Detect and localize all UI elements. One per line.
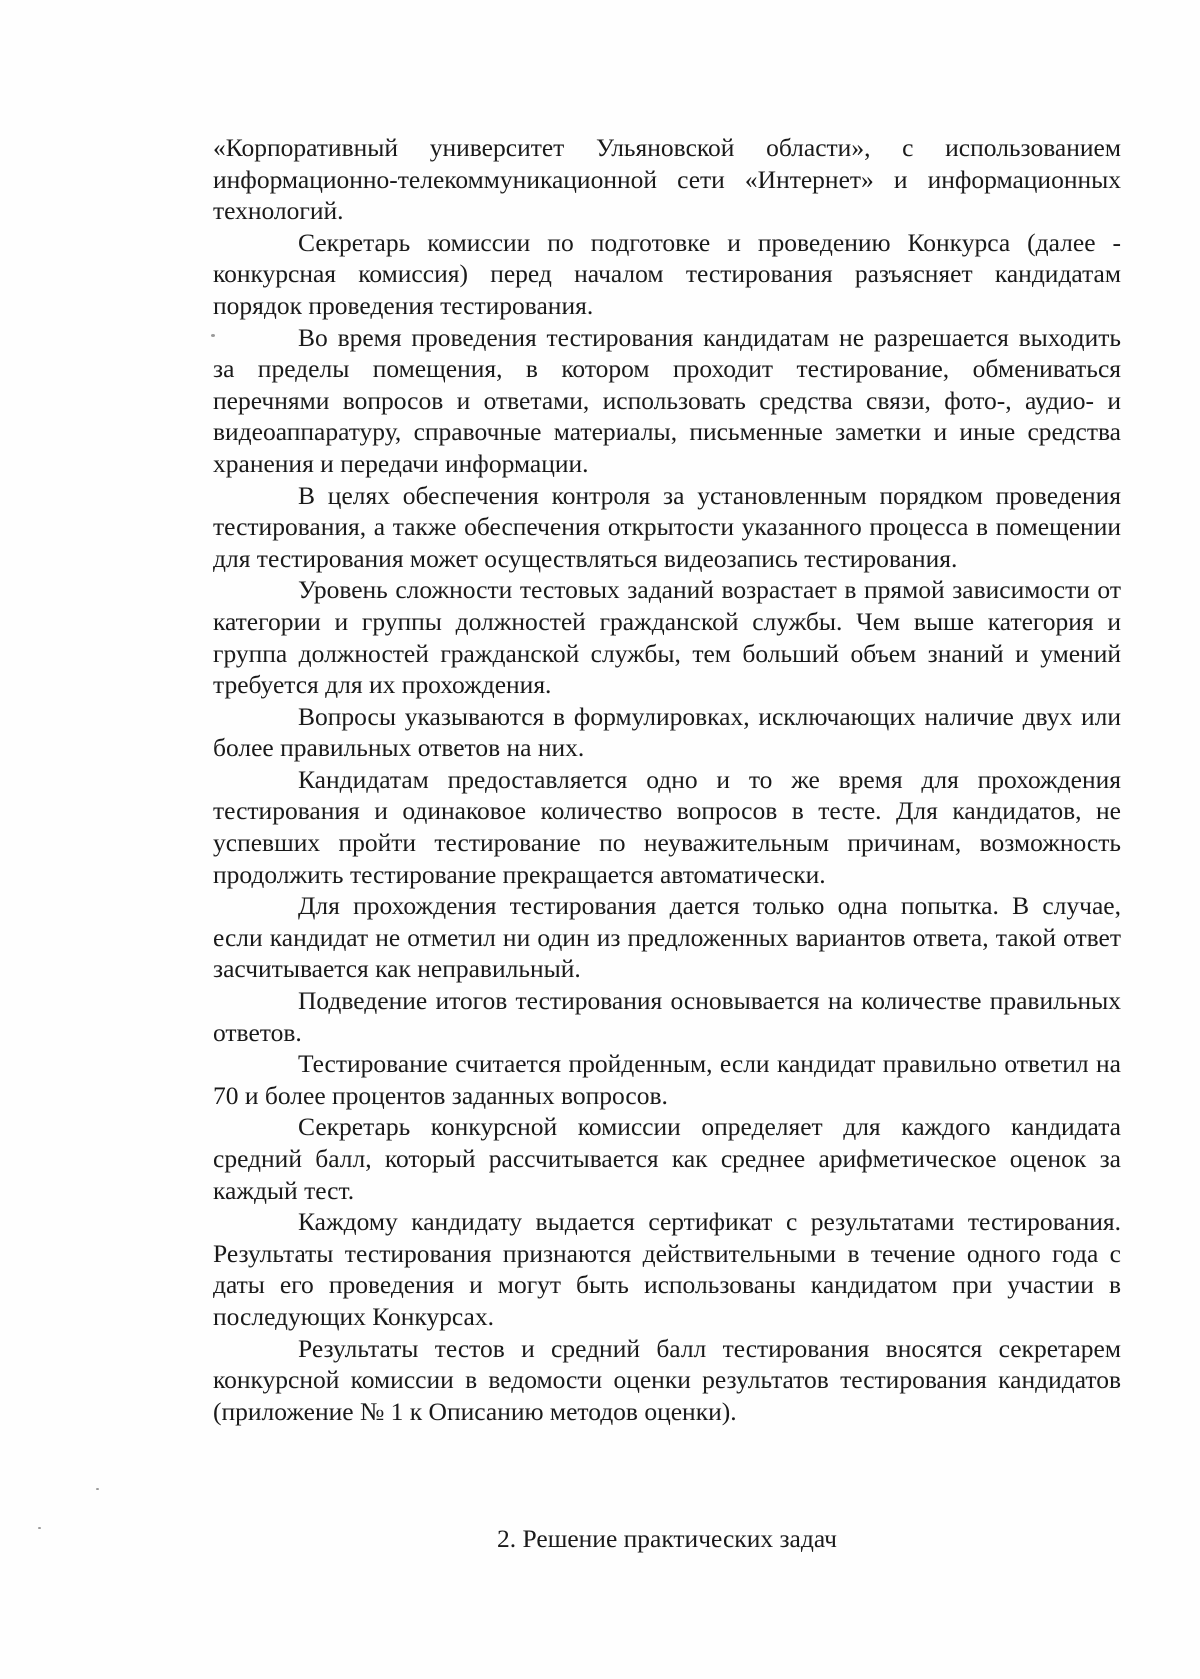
- section-heading: 2. Решение практических задач: [497, 1524, 837, 1553]
- scan-speck: [96, 1488, 99, 1490]
- paragraph-video-recording: В целях обеспечения контроля за установленным порядком проведения тестирования, а также обеспечения открытости указанного процесса в помещении для тестирования может осуществляться видеозапись тестирования.: [213, 480, 1121, 573]
- paragraph-difficulty-level: Уровень сложности тестовых заданий возрастает в прямой зависимости от категории и группы должностей гражданской службы. Чем выше категория и группа должностей гражданской службы, тем больший объем знаний и умений требуется для их прохождения.: [213, 575, 1121, 700]
- paragraph-single-attempt: Для прохождения тестирования дается только одна попытка. В случае, если кандидат не отметил ни один из предложенных вариантов ответа, такой ответ засчитывается как неправильный.: [213, 891, 1121, 984]
- scan-speck: [211, 334, 215, 337]
- scan-speck: [38, 1527, 41, 1529]
- paragraph-average-score: Секретарь конкурсной комиссии определяет для каждого кандидата средний балл, который рассчитывается как среднее арифметическое оценок за каждый тест.: [213, 1112, 1121, 1205]
- document-body: [213, 132, 1121, 1427]
- paragraph-certificate: Каждому кандидату выдается сертификат с результатами тестирования. Результаты тестирования признаются действительными в течение одного года с даты его проведения и могут быть использованы кандидатом при участии в последующих Конкурсах.: [213, 1207, 1121, 1331]
- paragraph-question-wording: Вопросы указываются в формулировках, исключающих наличие двух или более правильных ответов на них.: [213, 701, 1121, 763]
- paragraph-testing-restrictions: Во время проведения тестирования кандидатам не разрешается выходить за пределы помещения, в котором проходит тестирование, обмениваться перечнями вопросов и ответами, использовать средства связи, фото-, аудио- и видеоаппаратуру, справочные материалы, письменные заметки и иные средства хранения и передачи информации.: [213, 322, 1121, 478]
- paragraph-results-recording: Результаты тестов и средний балл тестирования вносятся секретарем конкурсной комиссии в ведомости оценки результатов тестирования кандидатов (приложение № 1 к Описанию методов оценки).: [213, 1333, 1121, 1426]
- paragraph-secretary-explains: Секретарь комиссии по подготовке и проведению Конкурса (далее - конкурсная комиссия) перед началом тестирования разъясняет кандидатам порядок проведения тестирования.: [213, 227, 1121, 320]
- paragraph-continuation: «Корпоративный университет Ульяновской области», с использованием информационно-телекоммуникационной сети «Интернет» и информационных технологий.: [213, 133, 1121, 226]
- paragraph-results-basis: Подведение итогов тестирования основывается на количестве правильных ответов.: [213, 986, 1121, 1047]
- paragraph-equal-time: Кандидатам предоставляется одно и то же время для прохождения тестирования и одинаковое количество вопросов в тесте. Для кандидатов, не успевших пройти тестирование по неуважительным причинам, возможность продолжить тестирование прекращается автоматически.: [213, 764, 1121, 889]
- paragraph-pass-threshold: Тестирование считается пройденным, если кандидат правильно ответил на 70 и более процентов заданных вопросов.: [213, 1049, 1121, 1110]
